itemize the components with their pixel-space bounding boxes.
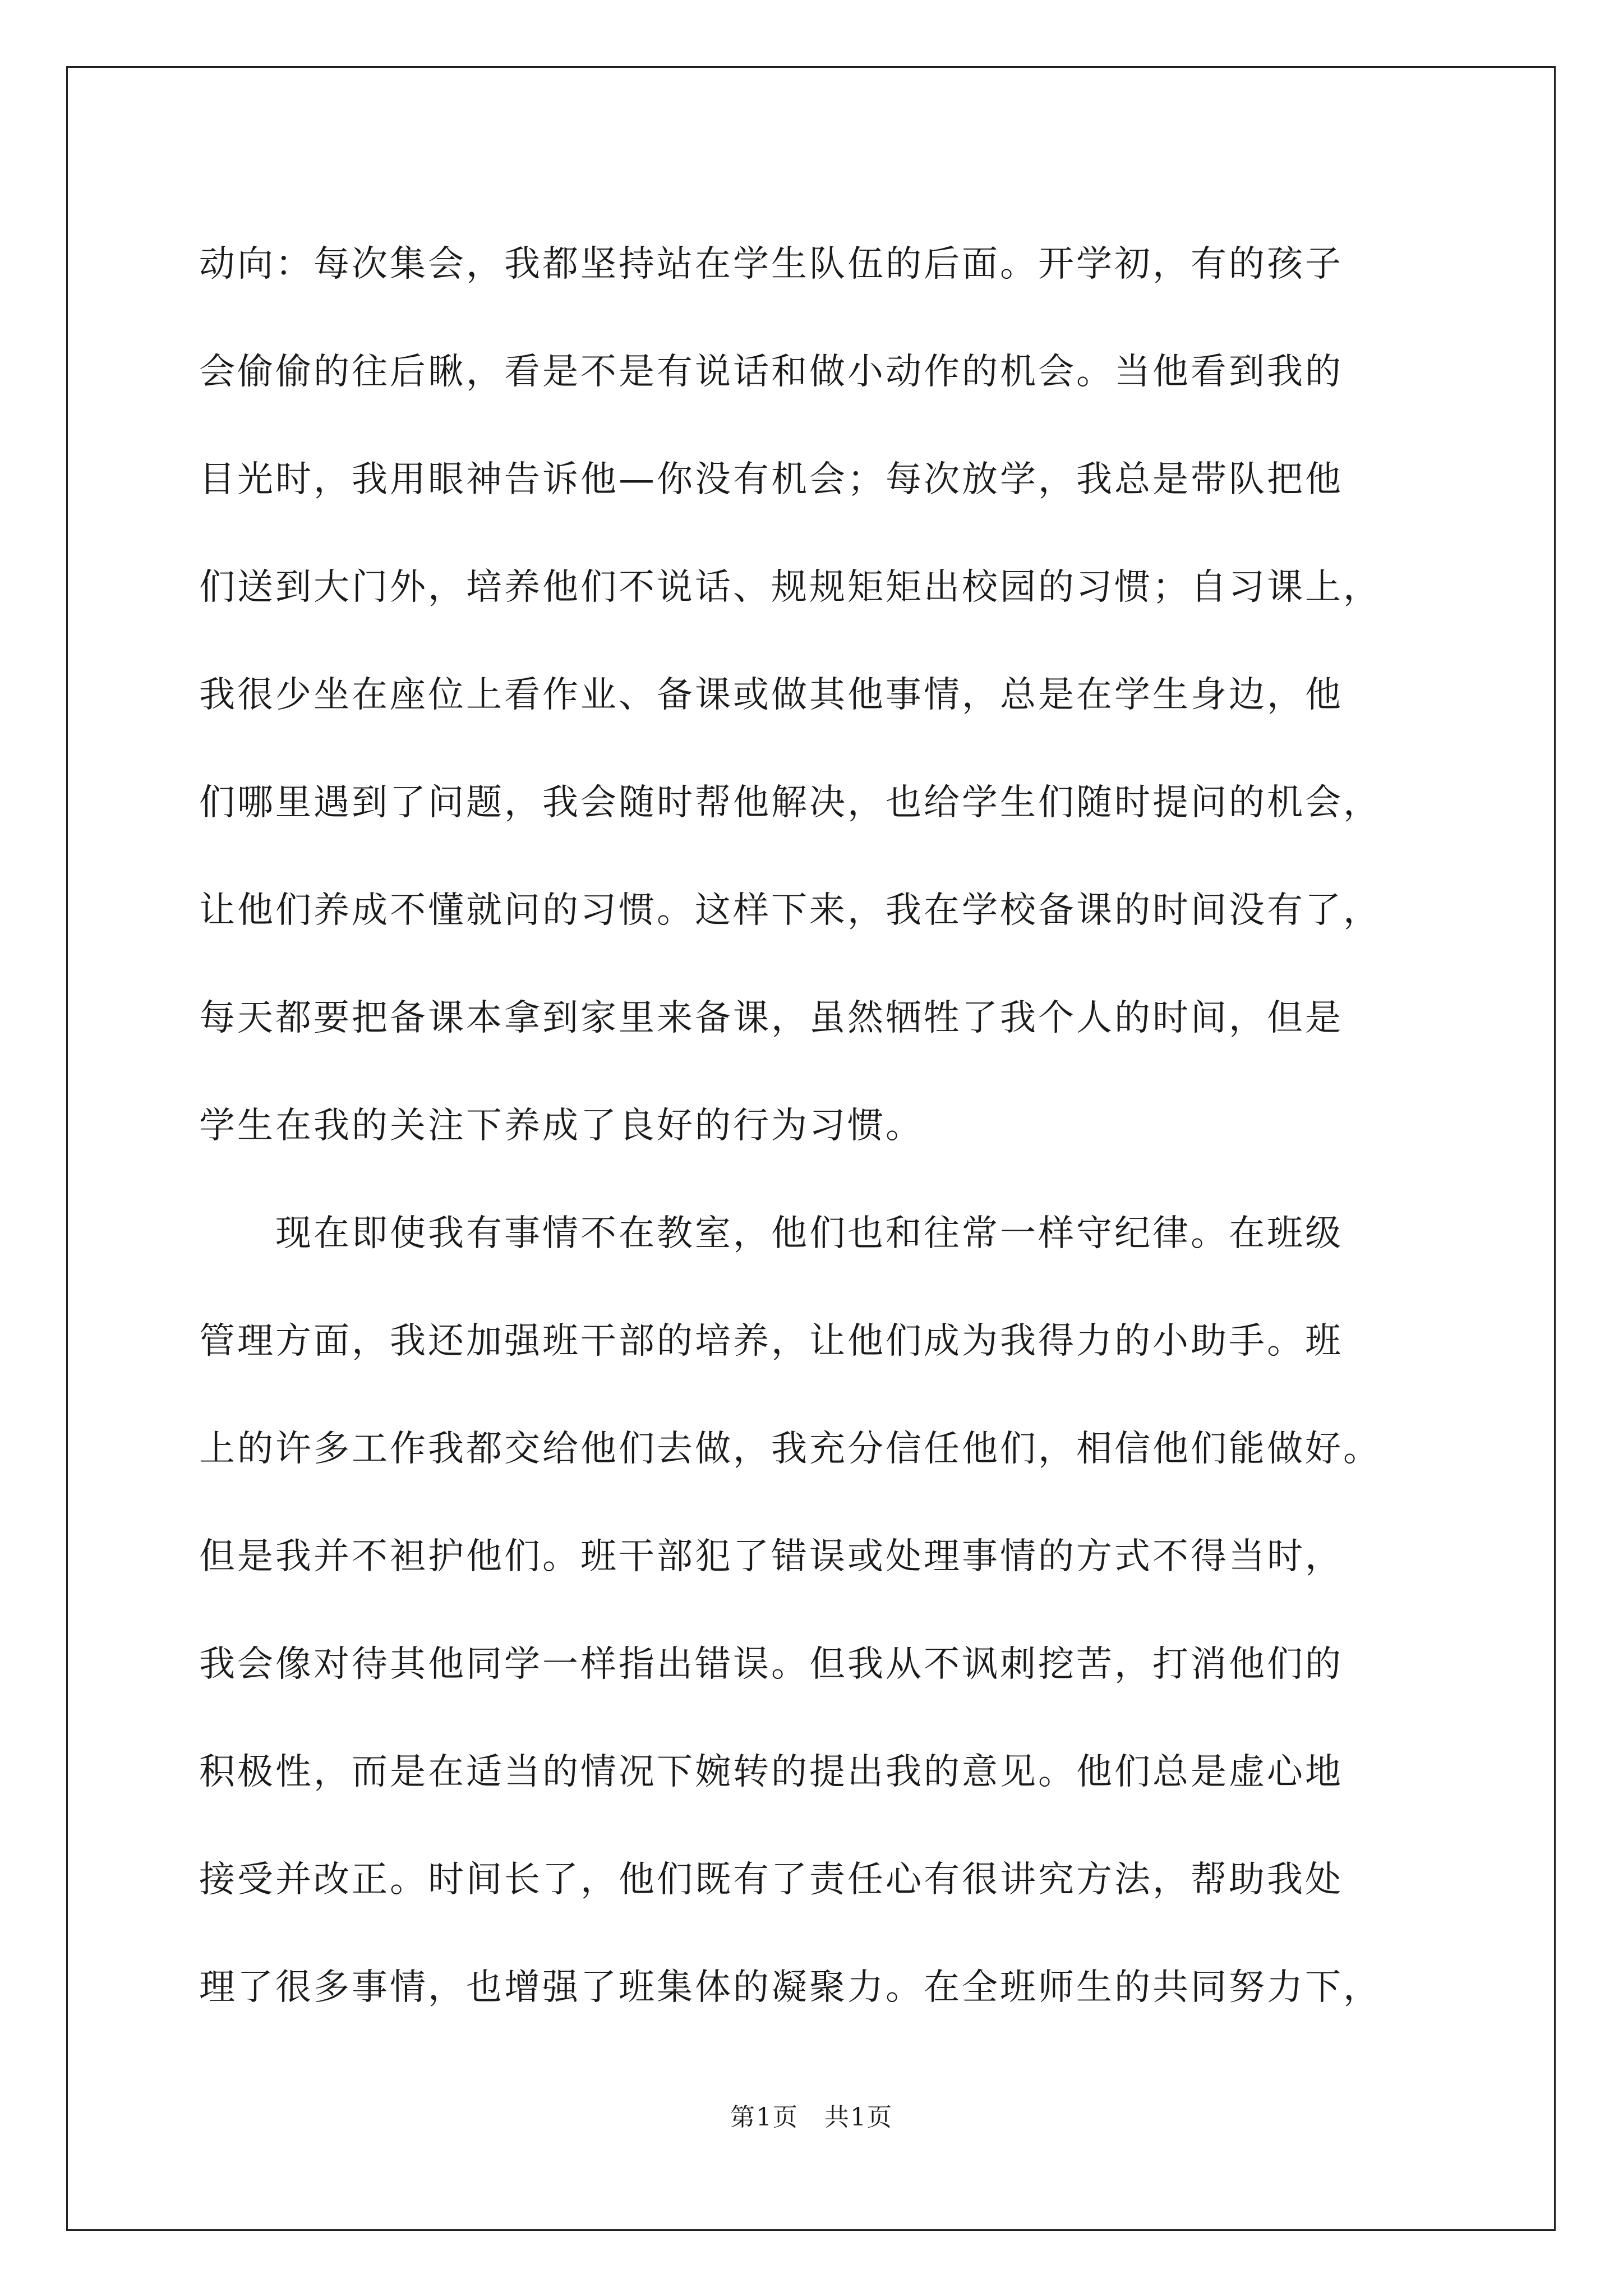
- text-line: 但是我并不袒护他们。班干部犯了错误或处理事情的方式不得当时，: [199, 1536, 1343, 1577]
- text-line: 会偷偷的往后瞅，看是不是有说话和做小动作的机会。当他看到我的: [199, 351, 1343, 393]
- text-line: 接受并改正。时间长了，他们既有了责任心有很讲究方法，帮助我处: [199, 1859, 1343, 1901]
- document-body: [199, 210, 1433, 2041]
- text-line: 动向：每次集会，我都坚持站在学生队伍的后面。开学初，有的孩子: [199, 243, 1343, 285]
- text-line: 我很少坐在座位上看作业、备课或做其他事情，总是在学生身边，他: [199, 674, 1343, 716]
- text-line: 们送到大门外，培养他们不说话、规规矩矩出校园的习惯；自习课上，: [199, 567, 1381, 608]
- text-line: 学生在我的关注下养成了良好的行为习惯。: [199, 1105, 924, 1147]
- text-line: 理了很多事情，也增强了班集体的凝聚力。在全班师生的共同努力下，: [199, 1967, 1381, 2008]
- text-line: 们哪里遇到了问题，我会随时帮他解决，也给学生们随时提问的机会，: [199, 782, 1381, 823]
- text-line: 让他们养成不懂就问的习惯。这样下来，我在学校备课的时间没有了，: [199, 890, 1381, 931]
- text-line: 管理方面，我还加强班干部的培养，让他们成为我得力的小助手。班: [199, 1320, 1343, 1362]
- text-line: 我会像对待其他同学一样指出错误。但我从不讽刺挖苦，打消他们的: [199, 1644, 1343, 1685]
- text-line: 目光时，我用眼神告诉他—你没有机会；每次放学，我总是带队把他: [199, 459, 1343, 500]
- text-line: 积极性，而是在适当的情况下婉转的提出我的意见。他们总是虚心地: [199, 1751, 1343, 1793]
- page-number-footer: 第1页 共1页: [730, 2103, 893, 2132]
- text-line: 每天都要把备课本拿到家里来备课，虽然牺牲了我个人的时间，但是: [199, 997, 1343, 1039]
- text-line: 上的许多工作我都交给他们去做，我充分信任他们，相信他们能做好。: [199, 1428, 1381, 1470]
- paragraph-first-line: 现在即使我有事情不在教室，他们也和往常一样守纪律。在班级: [275, 1213, 1343, 1254]
